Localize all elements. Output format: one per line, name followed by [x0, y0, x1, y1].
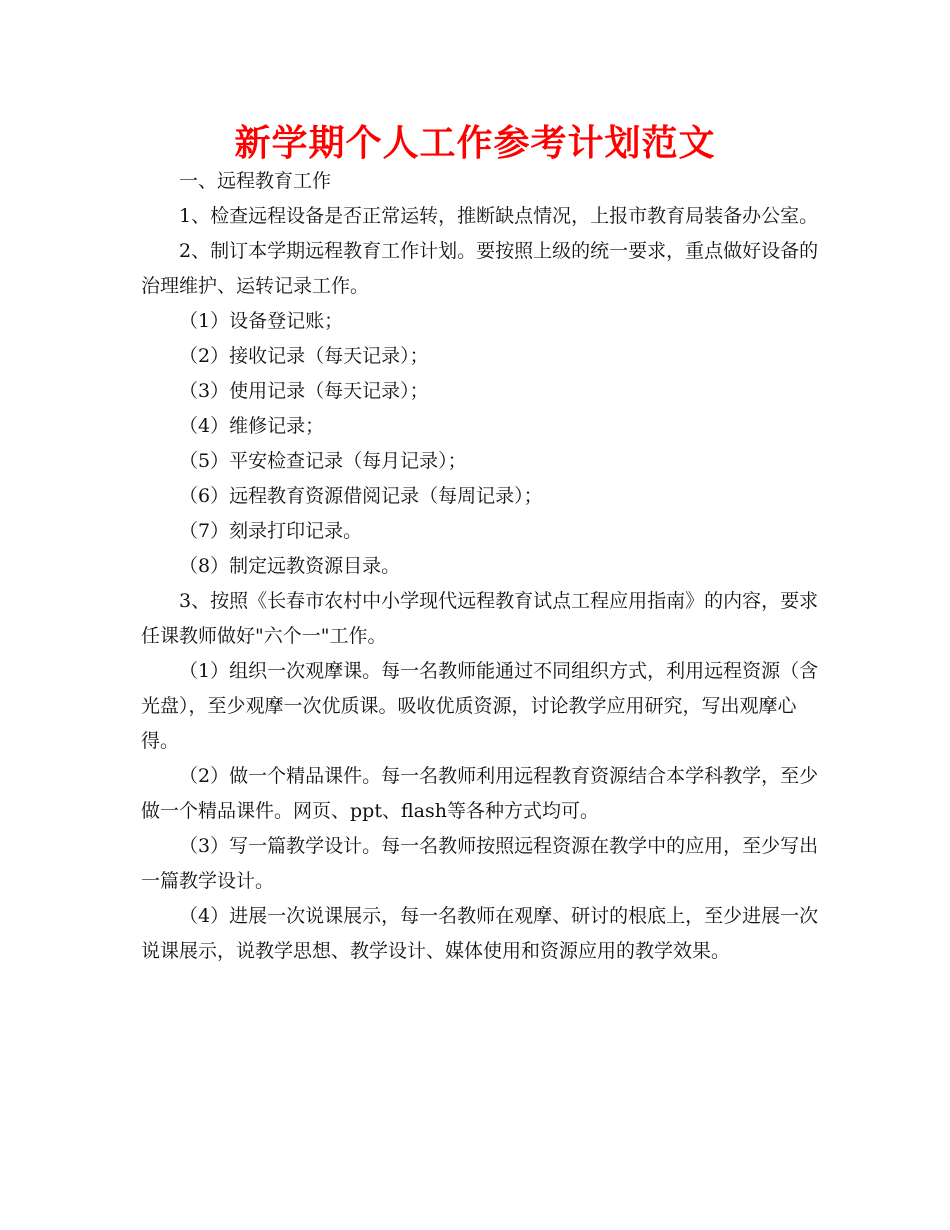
record-item: （5）平安检查记录（每月记录）； — [179, 450, 467, 472]
paragraph-3: 3、按照《长春市农村中小学现代远程教育试点工程应用指南》的内容，要求任课教师做好"六个一"工作。 — [141, 590, 819, 647]
record-item: （1）设备登记账； — [179, 310, 344, 332]
paragraph-1: 1、检查远程设备是否正常运转，推断缺点情况，上报市教育局装备办公室。 — [179, 205, 819, 227]
document-title: 新学期个人工作参考计划范文 — [234, 123, 716, 164]
task-paragraph: （3）写一篇教学设计。每一名教师按照远程资源在教学中的应用，至少写出一篇教学设计。 — [141, 835, 819, 892]
record-item: （3）使用记录（每天记录）； — [179, 380, 429, 402]
task-paragraph: （2）做一个精品课件。每一名教师利用远程教育资源结合本学科教学，至少做一个精品课件。网页、ppt、flash等各种方式均可。 — [141, 765, 819, 822]
record-item: （8）制定远教资源目录。 — [179, 555, 401, 577]
section-heading: 一、远程教育工作 — [179, 170, 332, 192]
record-item: （4）维修记录； — [179, 415, 325, 437]
document-body — [141, 164, 821, 969]
record-item: （7）刻录打印记录。 — [179, 520, 363, 542]
record-item: （6）远程教育资源借阅记录（每周记录）； — [179, 485, 543, 507]
task-paragraph: （4）进展一次说课展示，每一名教师在观摩、研讨的根底上，至少进展一次说课展示，说教学思想、教学设计、媒体使用和资源应用的教学效果。 — [141, 905, 819, 962]
task-paragraph: （1）组织一次观摩课。每一名教师能通过不同组织方式，利用远程资源（含光盘），至少观摩一次优质课。吸收优质资源，讨论教学应用研究，写出观摩心得。 — [141, 660, 819, 752]
paragraph-2: 2、制订本学期远程教育工作计划。要按照上级的统一要求，重点做好设备的治理维护、运转记录工作。 — [141, 240, 819, 297]
record-item: （2）接收记录（每天记录）； — [179, 345, 429, 367]
